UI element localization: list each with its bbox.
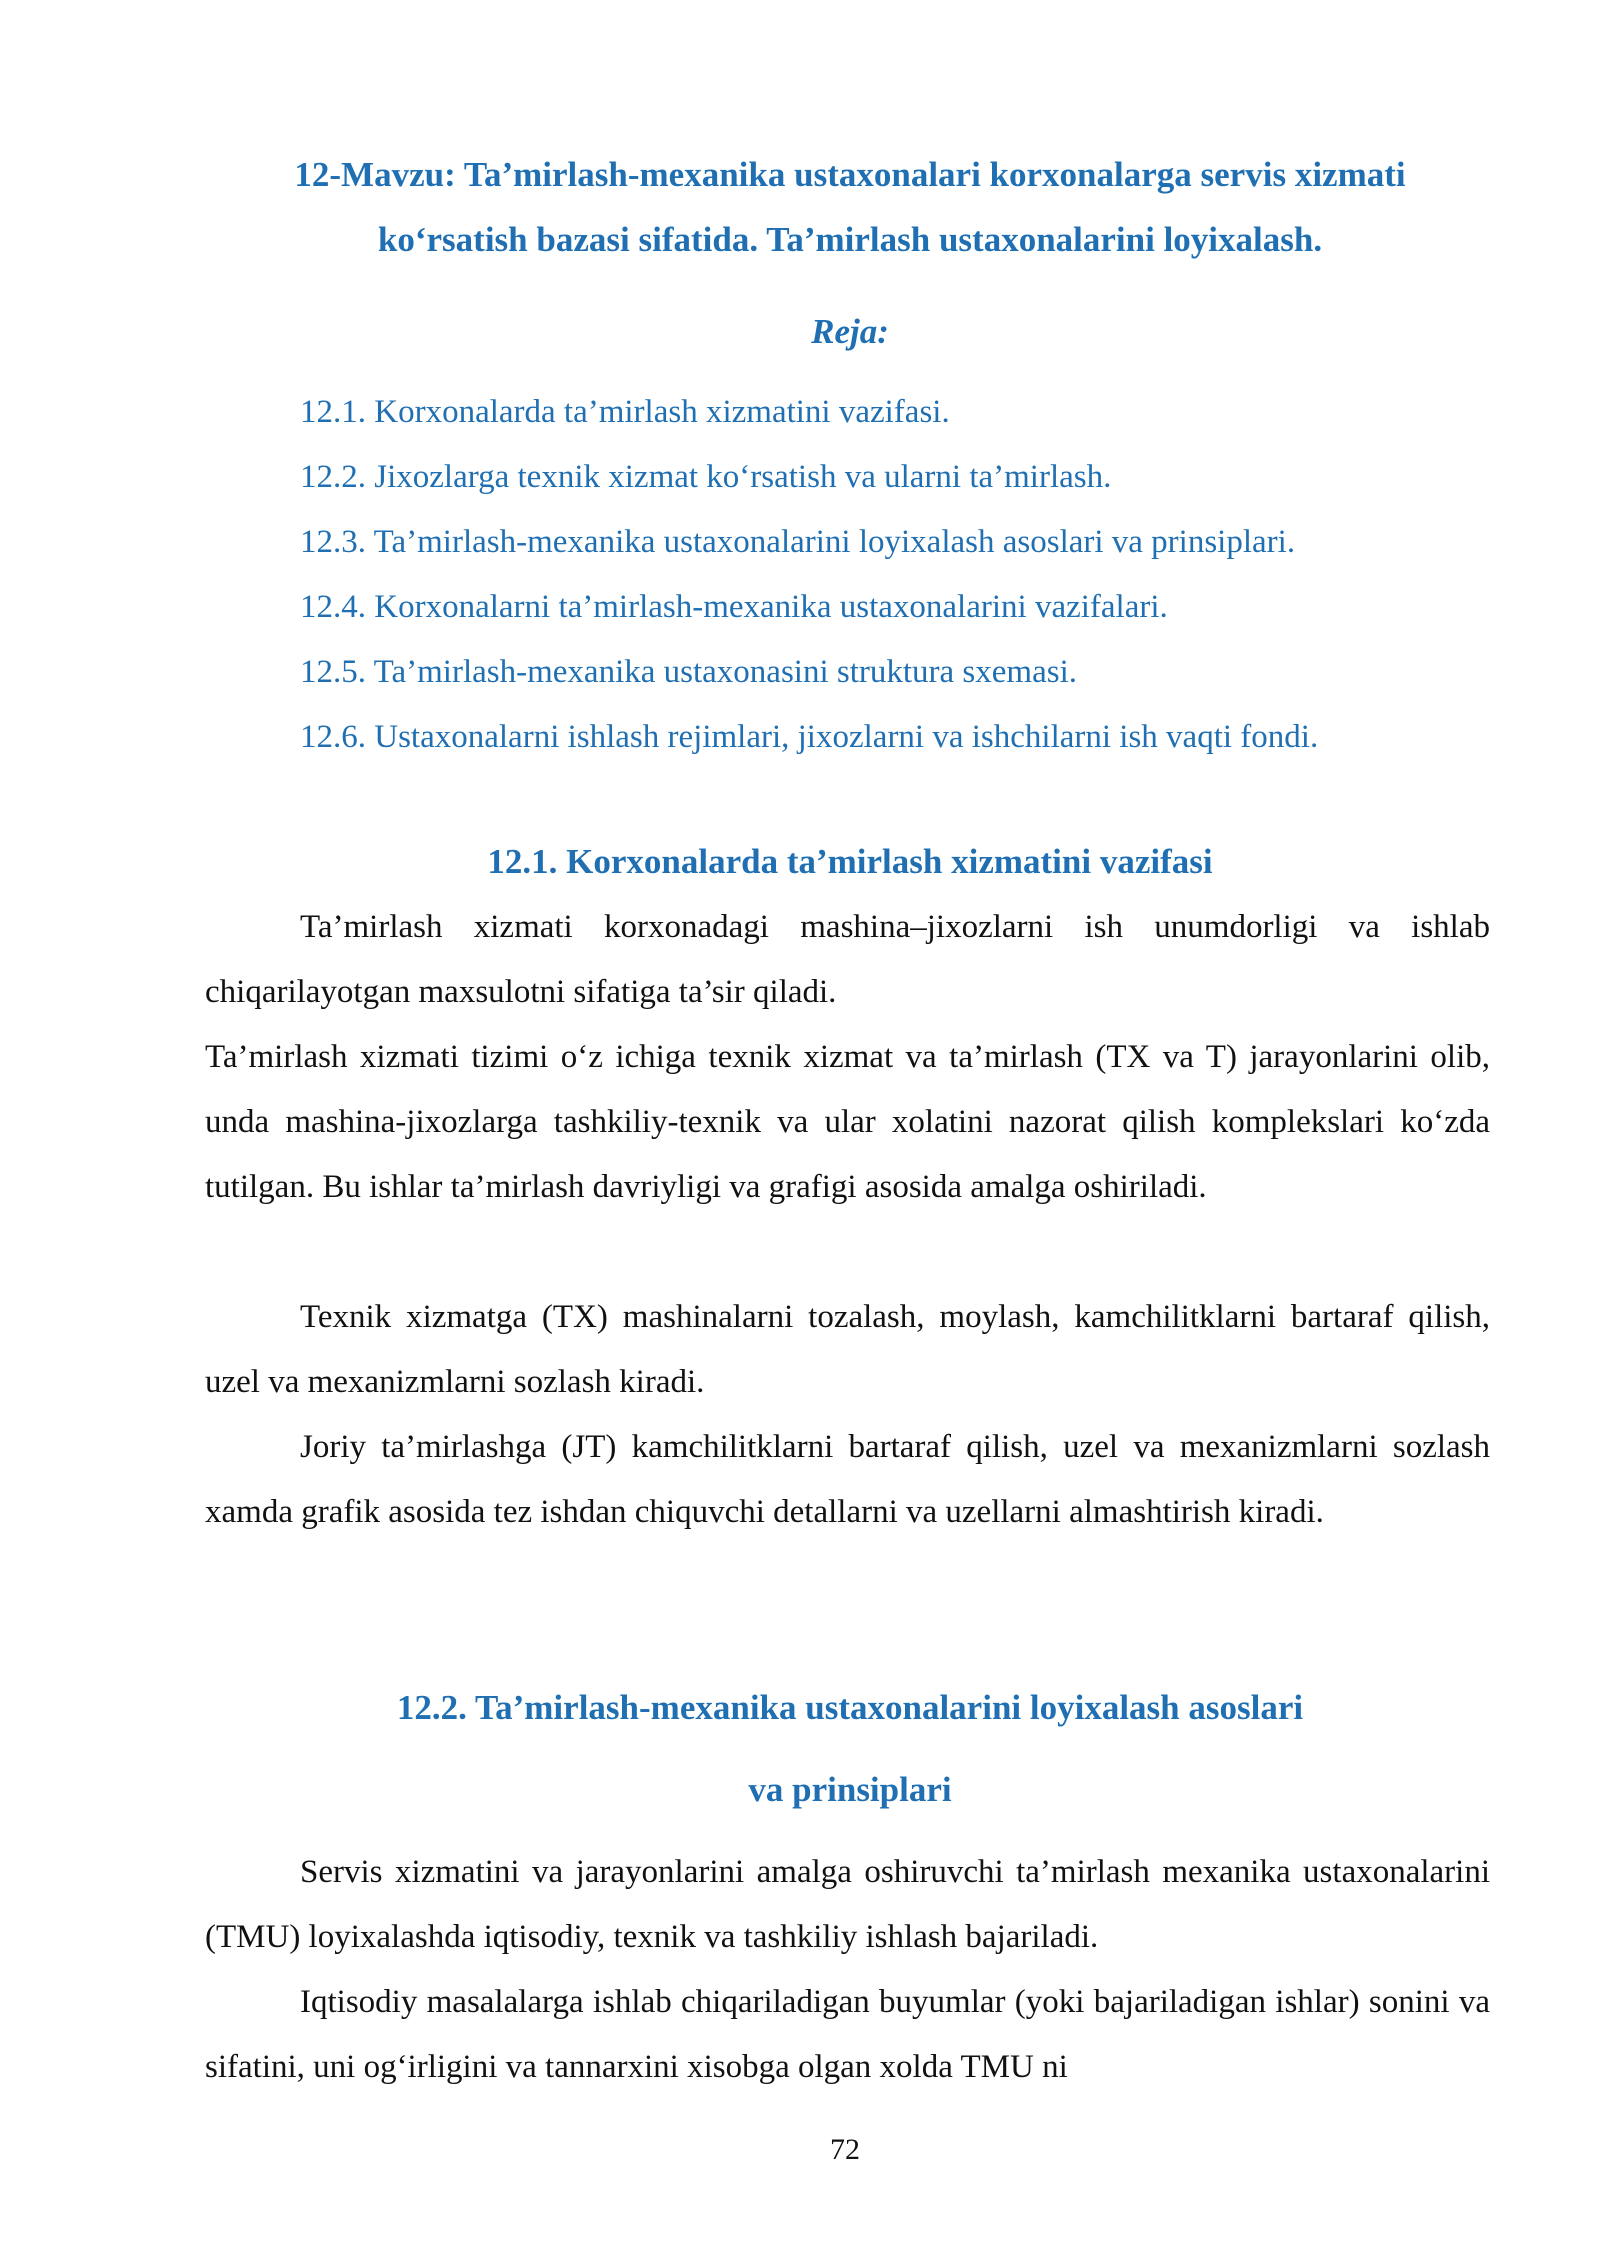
plan-item-12-2: 12.2. Jixozlarga texnik xizmat ko‘rsatish va ularni ta’mirlash. (300, 459, 1112, 495)
section-1-paragraph-1: Ta’mirlash xizmati korxonadagi mashina–jixozlarni ish unumdorligi va ishlab chiqarilayotgan maxsulotni sifatiga ta’sir qiladi. (205, 909, 1490, 1010)
plan-item-12-6: 12.6. Ustaxonalarni ishlash rejimlari, jixozlarni va ishchilarni ish vaqti fondi. (300, 719, 1319, 755)
topic-title (200, 142, 1500, 272)
section-1-heading: 12.1. Korxonalarda ta’mirlash xizmatini vazifasi (487, 842, 1213, 881)
section-2-paragraph-2: Iqtisodiy masalalarga ishlab chiqariladigan buyumlar (yoki bajariladigan ishlar) sonini va sifatini, uni og‘irligini va tannarxini xisobga olgan xolda TMU ni (205, 1984, 1490, 2085)
section-1-paragraph-3: Texnik xizmatga (TX) mashinalarni tozalash, moylash, kamchilitklarni bartaraf qilish, uzel va mexanizmlarni sozlash kiradi. (205, 1299, 1490, 1400)
plan-item-12-3: 12.3. Ta’mirlash-mexanika ustaxonalarini loyixalash asoslari va prinsiplari. (300, 524, 1296, 560)
section-2-heading-line-2: va prinsiplari (748, 1770, 952, 1809)
page-number: 72 (830, 2133, 860, 2166)
section-2-heading-line-1: 12.2. Ta’mirlash-mexanika ustaxonalarini loyixalash asoslari (396, 1688, 1304, 1727)
plan-list (300, 380, 1318, 770)
plan-item-12-5: 12.5. Ta’mirlash-mexanika ustaxonasini struktura sxemasi. (300, 654, 1077, 690)
section-2-paragraph-1: Servis xizmatini va jarayonlarini amalga oshiruvchi ta’mirlash mexanika ustaxonalarini (TMU) loyixalashda iqtisodiy, texnik va tashkiliy ishlash bajariladi. (205, 1854, 1490, 1955)
plan-item-12-1: 12.1. Korxonalarda ta’mirlash xizmatini vazifasi. (300, 394, 950, 430)
topic-title-line-2: ko‘rsatish bazasi sifatida. Ta’mirlash ustaxonalarini loyixalash. (377, 220, 1323, 259)
plan-item-12-4: 12.4. Korxonalarni ta’mirlash-mexanika ustaxonalarini vazifalari. (300, 589, 1168, 625)
section-1-paragraph-2: Ta’mirlash xizmati tizimi o‘z ichiga texnik xizmat va ta’mirlash (TX va T) jarayonlarini olib, unda mashina-jixozlarga tashkiliy-texnik va ular xolatini nazorat qilish komplekslari ko‘zda tutilgan. Bu ishlar ta’mirlash davriyligi va grafigi asosida amalga oshiriladi. (205, 1039, 1490, 1205)
section-1-paragraph-4: Joriy ta’mirlashga (JT) kamchilitklarni bartaraf qilish, uzel va mexanizmlarni sozlash xamda grafik asosida tez ishdan chiquvchi detallarni va uzellarni almashtirish kiradi. (205, 1429, 1490, 1530)
plan-heading: Reja: (811, 312, 889, 351)
topic-title-line-1: 12-Mavzu: Ta’mirlash-mexanika ustaxonalari korxonalarga servis xizmati (294, 155, 1406, 194)
